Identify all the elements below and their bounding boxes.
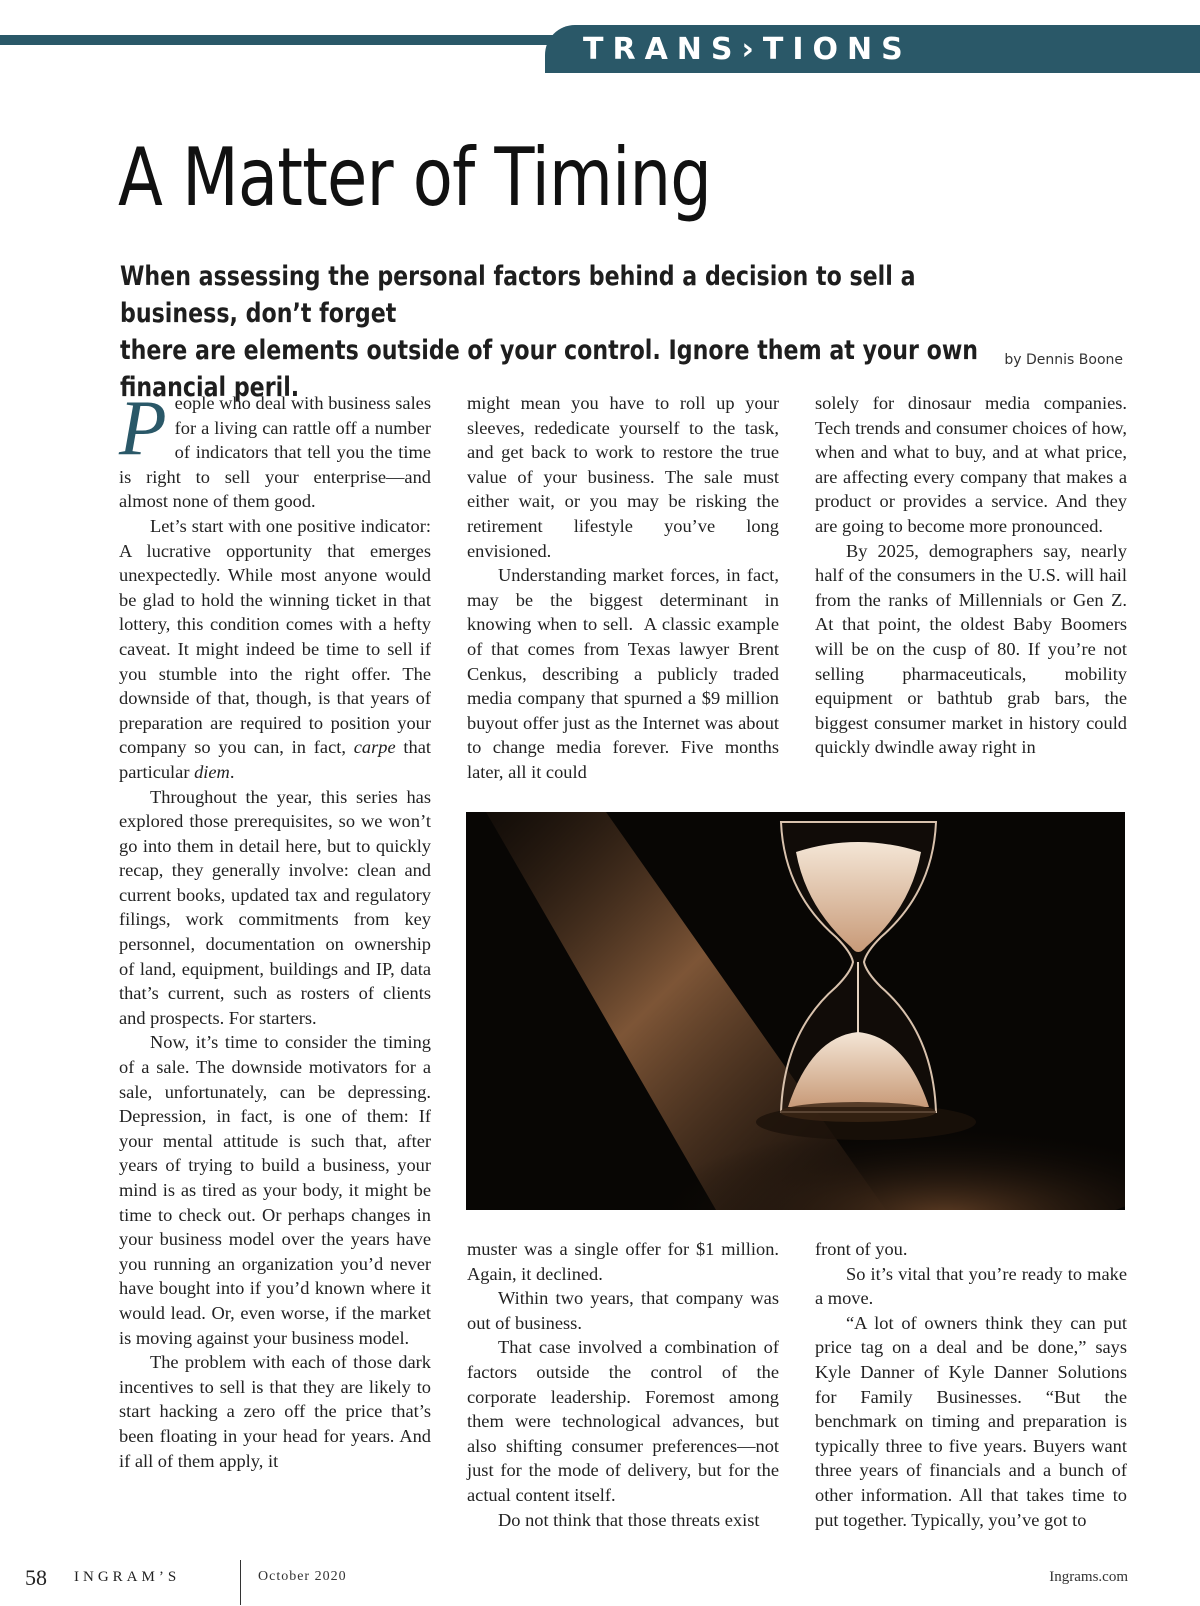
- dek-line-1: When assessing the personal factors behind a decision to sell a business, don’t forget: [120, 261, 916, 329]
- paragraph: Let’s start with one positive indicator: A lucrative opportunity that emerges unexpectedly. While most anyone would be glad to hold the winning ticket in that lottery, this condition comes with a hefty caveat. It might indeed be time to sell if you stumble into the right offer. The downside of that, though, is that years of preparation are required to position your company so you can, in fact, carpe that particular diem.: [119, 515, 431, 782]
- body-column-2-bottom: [467, 1237, 779, 1532]
- issue-date: October 2020: [258, 1569, 347, 1584]
- article-dek: [120, 258, 1022, 406]
- paragraph: The problem with each of those dark incentives to sell is that they are likely to start hacking a zero off the price that’s been floating in your head for years. And if all of them apply, it: [119, 1352, 431, 1471]
- hourglass-photo: [466, 812, 1125, 1210]
- dek-line-2: there are elements outside of your control. Ignore them at your own financial peril.: [120, 335, 979, 403]
- footer-divider: [240, 1560, 241, 1605]
- paragraph: Throughout the year, this series has explored those prerequisites, so we won’t go into them in detail here, but to quickly recap, they generally involve: clean and current books, updated tax and regulatory filings, work commitments from key personnel, documentation on ownership of land, equipment, buildings and IP, data that’s current, such as rosters of clients and prospects. For starters.: [119, 786, 431, 1028]
- paragraph: So it’s vital that you’re ready to make a move.: [815, 1263, 1127, 1309]
- paragraph: Within two years, that company was out of business.: [467, 1288, 779, 1333]
- paragraph: solely for dinosaur media companies. Tech trends and consumer choices of how, when and what to buy, and at what price, are affecting every company that makes a product or provides a service. And they are going to become more pronounced.: [815, 393, 1127, 536]
- drop-cap: P: [119, 384, 167, 471]
- publication-name: INGRAM’S: [74, 1569, 181, 1585]
- byline: by Dennis Boone: [1004, 352, 1123, 368]
- paragraph: muster was a single offer for $1 million. Again, it declined.: [467, 1239, 779, 1284]
- body-column-3-bottom: [815, 1237, 1127, 1532]
- body-column-1: [119, 384, 431, 1473]
- website-url: Ingrams.com: [1049, 1569, 1128, 1585]
- paragraph: front of you.: [815, 1239, 908, 1259]
- paragraph: might mean you have to roll up your sleeves, rededicate yourself to the task, and get back to work to restore the true value of your business. The sale must either wait, or you may be risking the retirement lifestyle you’ve long envisioned.: [467, 393, 779, 561]
- paragraph: “A lot of owners think they can put price tag on a deal and be done,” says Kyle Danner of Kyle Danner Solutions for Family Businesses. “But the benchmark on timing and preparation is typically three to five years. Buyers want three years of financials and a bunch of other information. All that takes time to put together. Typically, you’ve got to: [815, 1312, 1127, 1530]
- section-label: TRANS›TIONS: [583, 32, 912, 67]
- paragraph: That case involved a combination of factors outside the control of the corporate leadership. Foremost among them were technological advances, but also shifting consumer preferences—not just for the mode of delivery, but for the actual content itself.: [467, 1337, 779, 1505]
- paragraph: Understanding market forces, in fact, may be the biggest determinant in knowing when to sell. A classic example of that comes from Texas lawyer Brent Cenkus, describing a publicly traded media company that spurned a $9 million buyout offer just as the Internet was about to change media forever. Five months later, all it could: [467, 565, 779, 782]
- paragraph: Do not think that those threats exist: [498, 1509, 760, 1530]
- article-title: A Matter of Timing: [118, 131, 712, 224]
- page-number: 58: [25, 1565, 47, 1590]
- paragraph: People who deal with business sales for a living can rattle off a number of indicators that tell you the time is right to sell your enterprise—and almost none of them good.: [119, 384, 431, 512]
- body-column-3-top: [815, 391, 1127, 760]
- paragraph: Now, it’s time to consider the timing of a sale. The downside motivators for a sale, unfortunately, can be depressing. Depression, in fact, is one of them: If your mental attitude is such that, after years of trying to build a business, your mind is as tired as your body, it might be time to check out. Or perhaps changes in your business model over the years have you running an organization you’d never have bought into if you’d known where it would lead. Or, even worse, if the market is moving against your business model.: [119, 1032, 431, 1348]
- body-column-2-top: [467, 391, 779, 785]
- paragraph: By 2025, demographers say, nearly half of the consumers in the U.S. will hail from the ranks of Millennials or Gen Z. At that point, the oldest Baby Boomers will be on the cusp of 80. If you’re not selling pharmaceuticals, mobility equipment or bathtub grab bars, the biggest consumer market in history could quickly dwindle away right in: [815, 540, 1127, 758]
- hourglass-image: [466, 812, 1125, 1210]
